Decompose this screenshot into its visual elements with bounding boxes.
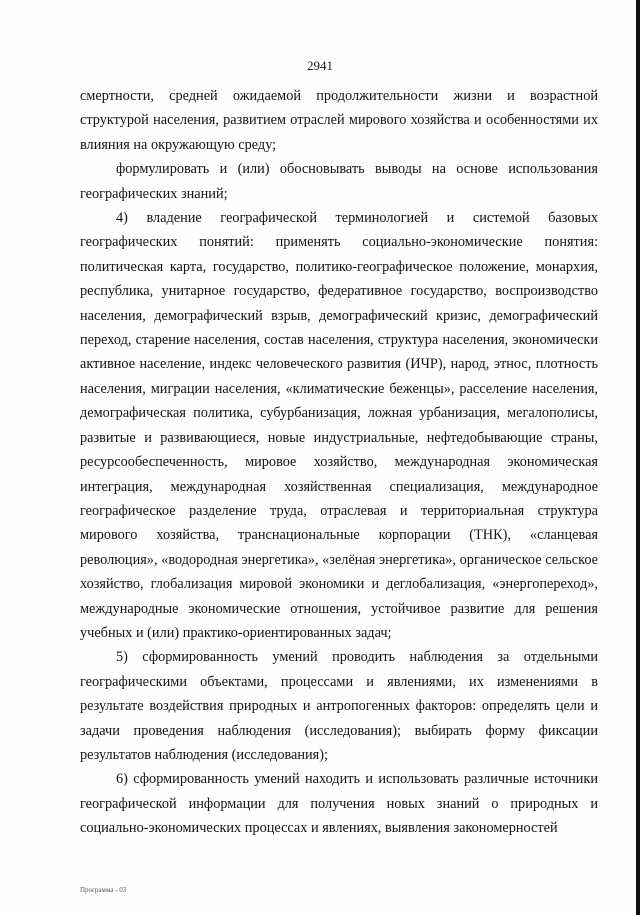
paragraph-2: формулировать и (или) обосновывать выводы на основе использования географических знаний; [80,161,598,202]
paragraph-4: 5) сформированность умений проводить наблюдения за отдельными географическими объектами, процессами и явлениями, их изменениями в результате воздействия природных и антропогенных факторов: определять цели и задачи проведения наблюдения (исследования); выбирать форму фиксации результатов наблюдения (исследования); [80,649,598,763]
page-number: 2941 [307,58,333,73]
paragraph-1: смертности, средней ожидаемой продолжительности жизни и возрастной структурой населения, развитием отраслей мирового хозяйства и особенностями их влияния на окружающую среду; [80,88,598,153]
body-text [80,84,598,841]
paragraph-3: 4) владение географической терминологией и системой базовых географических понятий: применять социально-экономические понятия: политическая карта, государство, политико-географическое положение, монархия, республика, унитарное государство, федеративное государство, воспроизводство населения, демографический взрыв, демографический кризис, демографический переход, старение населения, состав населения, структура населения, экономически активное население, индекс человеческого развития (ИЧР), народ, этнос, плотность населения, миграции населения, «климатические беженцы», расселение населения, демографическая политика, субурбанизация, ложная урбанизация, мегалополисы, развитые и развивающиеся, новые индустриальные, нефтедобывающие страны, ресурсообеспеченность, мировое хозяйство, международная экономическая интеграция, международная хозяйственная специализация, международное географическое разделение труда, отраслевая и территориальная структура мирового хозяйства, транснациональные корпорации (ТНК), «сланцевая революция», «водородная энергетика», «зелёная энергетика», органическое сельское хозяйство, глобализация мировой экономики и деглобализация, «энергопереход», международные экономические отношения, устойчивое развитие для решения учебных и (или) практико-ориентированных задач; [80,210,598,641]
footer-note: Программа - 03 [80,886,127,894]
paragraph-5: 6) сформированность умений находить и использовать различные источники географической информации для получения новых знаний о природных и социально-экономических процессах и явлениях, выявления закономерностей [80,771,598,837]
